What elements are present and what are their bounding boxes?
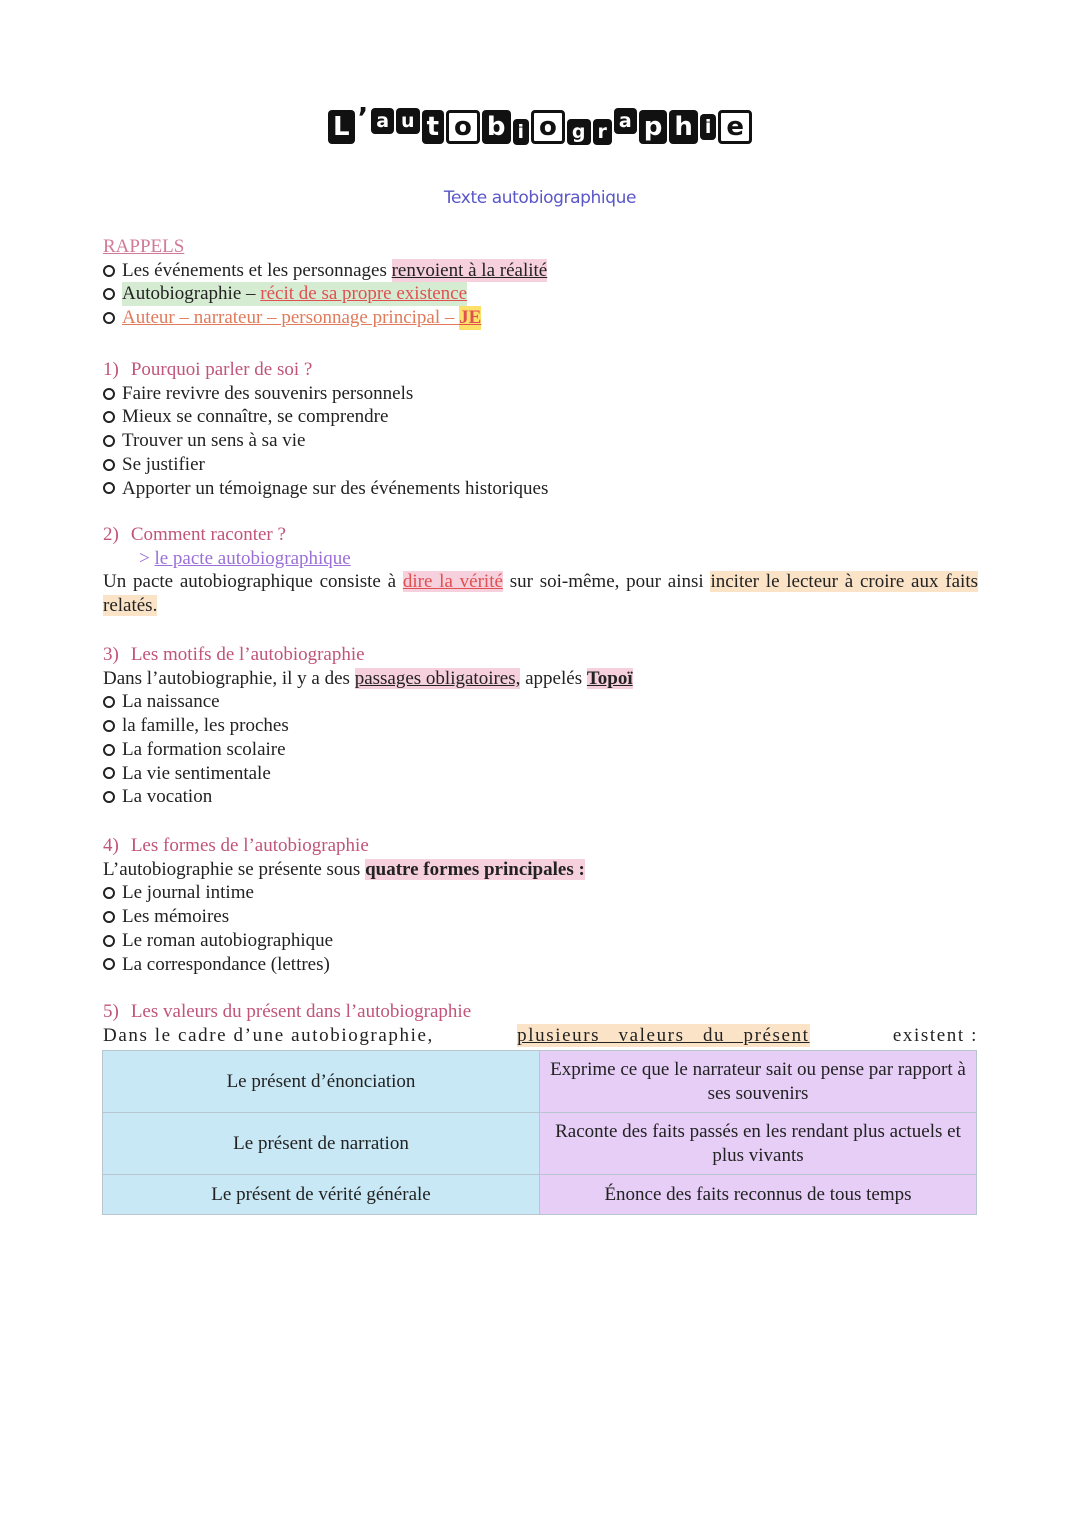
bullet-icon [103, 265, 115, 277]
bullet-icon [103, 767, 115, 779]
bullet-icon [103, 388, 115, 400]
list-item: Le roman autobiographique [103, 929, 978, 953]
bullet-icon [103, 459, 115, 471]
title-letter: o [446, 110, 480, 144]
list-item: La correspondance (lettres) [103, 953, 978, 977]
pacte-link-line [103, 547, 978, 571]
list-item: Apporter un témoignage sur des événements historiques [103, 477, 978, 501]
bullet-icon [103, 791, 115, 803]
list-item: Le journal intime [103, 881, 978, 905]
table-cell: Énonce des faits reconnus de tous temps [540, 1175, 977, 1215]
list-item: la famille, les proches [103, 714, 978, 738]
title-letter: b [482, 110, 511, 144]
table-cell: Le présent de narration [103, 1113, 540, 1175]
bullet-icon [103, 720, 115, 732]
title-letter: a [371, 108, 394, 134]
bullet-icon [103, 744, 115, 756]
section-5 [103, 1000, 978, 1047]
list-item: Les mémoires [103, 905, 978, 929]
list-item: La formation scolaire [103, 738, 978, 762]
section-heading: 1) Pourquoi parler de soi ? [103, 359, 313, 380]
section-4 [103, 834, 978, 976]
section-2 [103, 523, 978, 618]
present-values-table [102, 1050, 977, 1215]
title-letter: i [513, 119, 530, 145]
je-badge: JE [459, 307, 482, 329]
section-heading: 5) Les valeurs du présent dans l’autobiographie [103, 1001, 472, 1022]
title-letter: a [614, 108, 637, 134]
bullet-icon [103, 435, 115, 447]
title-letter: ’ [357, 101, 369, 134]
table-row [103, 1113, 977, 1175]
title-letter: r [593, 119, 612, 145]
section-intro: L’autobiographie se présente sous quatre formes principales : [103, 858, 585, 880]
list-item: Auteur – narrateur – personnage principal – JE [103, 306, 978, 330]
list-item: Faire revivre des souvenirs personnels [103, 382, 978, 406]
table-row [103, 1051, 977, 1113]
section-1 [103, 358, 978, 500]
bullet-icon [103, 411, 115, 423]
bullet-icon [103, 312, 115, 324]
section-heading: 4) Les formes de l’autobiographie [103, 835, 369, 856]
list-item: Les événements et les personnages renvoient à la réalité [103, 259, 978, 283]
title-letter: t [422, 110, 444, 144]
subtitle: Texte autobiographique [443, 188, 637, 208]
bullet-icon [103, 288, 115, 300]
table-row [103, 1175, 977, 1215]
table-cell: Le présent d’énonciation [103, 1051, 540, 1113]
section-intro: Dans l’autobiographie, il y a des passages obligatoires, appelés Topoï [103, 667, 633, 689]
title-letter: e [718, 110, 752, 144]
rappels-section [103, 235, 978, 330]
table-cell: Exprime ce que le narrateur sait ou pense par rapport à ses souvenirs [540, 1051, 977, 1113]
arrow-icon: > [139, 547, 150, 569]
section-heading: 2) Comment raconter ? [103, 524, 286, 545]
bullet-icon [103, 482, 115, 494]
bullet-icon [103, 958, 115, 970]
title-letter: u [396, 108, 420, 134]
list-item: Trouver un sens à sa vie [103, 429, 978, 453]
bullet-icon [103, 887, 115, 899]
rappels-heading: RAPPELS [103, 236, 185, 257]
title-letter: i [700, 114, 717, 140]
title-letter: h [669, 110, 698, 144]
page-title [0, 101, 1080, 158]
section-intro: Dans le cadre d’une autobiographie, plusieurs valeurs du présent existent : [103, 1024, 978, 1046]
pacte-paragraph: Un pacte autobiographique consiste à dire la vérité sur soi-même, pour ainsi inciter le lecteur à croire aux faits relatés. [103, 571, 978, 617]
pacte-link[interactable]: le pacte autobiographique [154, 547, 351, 569]
list-item: Se justifier [103, 453, 978, 477]
bullet-icon [103, 935, 115, 947]
table-cell: Raconte des faits passés en les rendant plus actuels et plus vivants [540, 1113, 977, 1175]
bullet-icon [103, 911, 115, 923]
list-item: La vie sentimentale [103, 762, 978, 786]
bullet-icon [103, 696, 115, 708]
title-letter: g [567, 119, 591, 145]
list-item: Mieux se connaître, se comprendre [103, 405, 978, 429]
title-letter: o [531, 110, 565, 144]
list-item: Autobiographie – récit de sa propre existence [103, 282, 978, 306]
list-item: La vocation [103, 785, 978, 809]
list-item: La naissance [103, 690, 978, 714]
table-cell: Le présent de vérité générale [103, 1175, 540, 1215]
title-letter: L [328, 110, 355, 144]
section-3 [103, 643, 978, 809]
section-heading: 3) Les motifs de l’autobiographie [103, 644, 365, 665]
title-letter: p [639, 110, 668, 144]
